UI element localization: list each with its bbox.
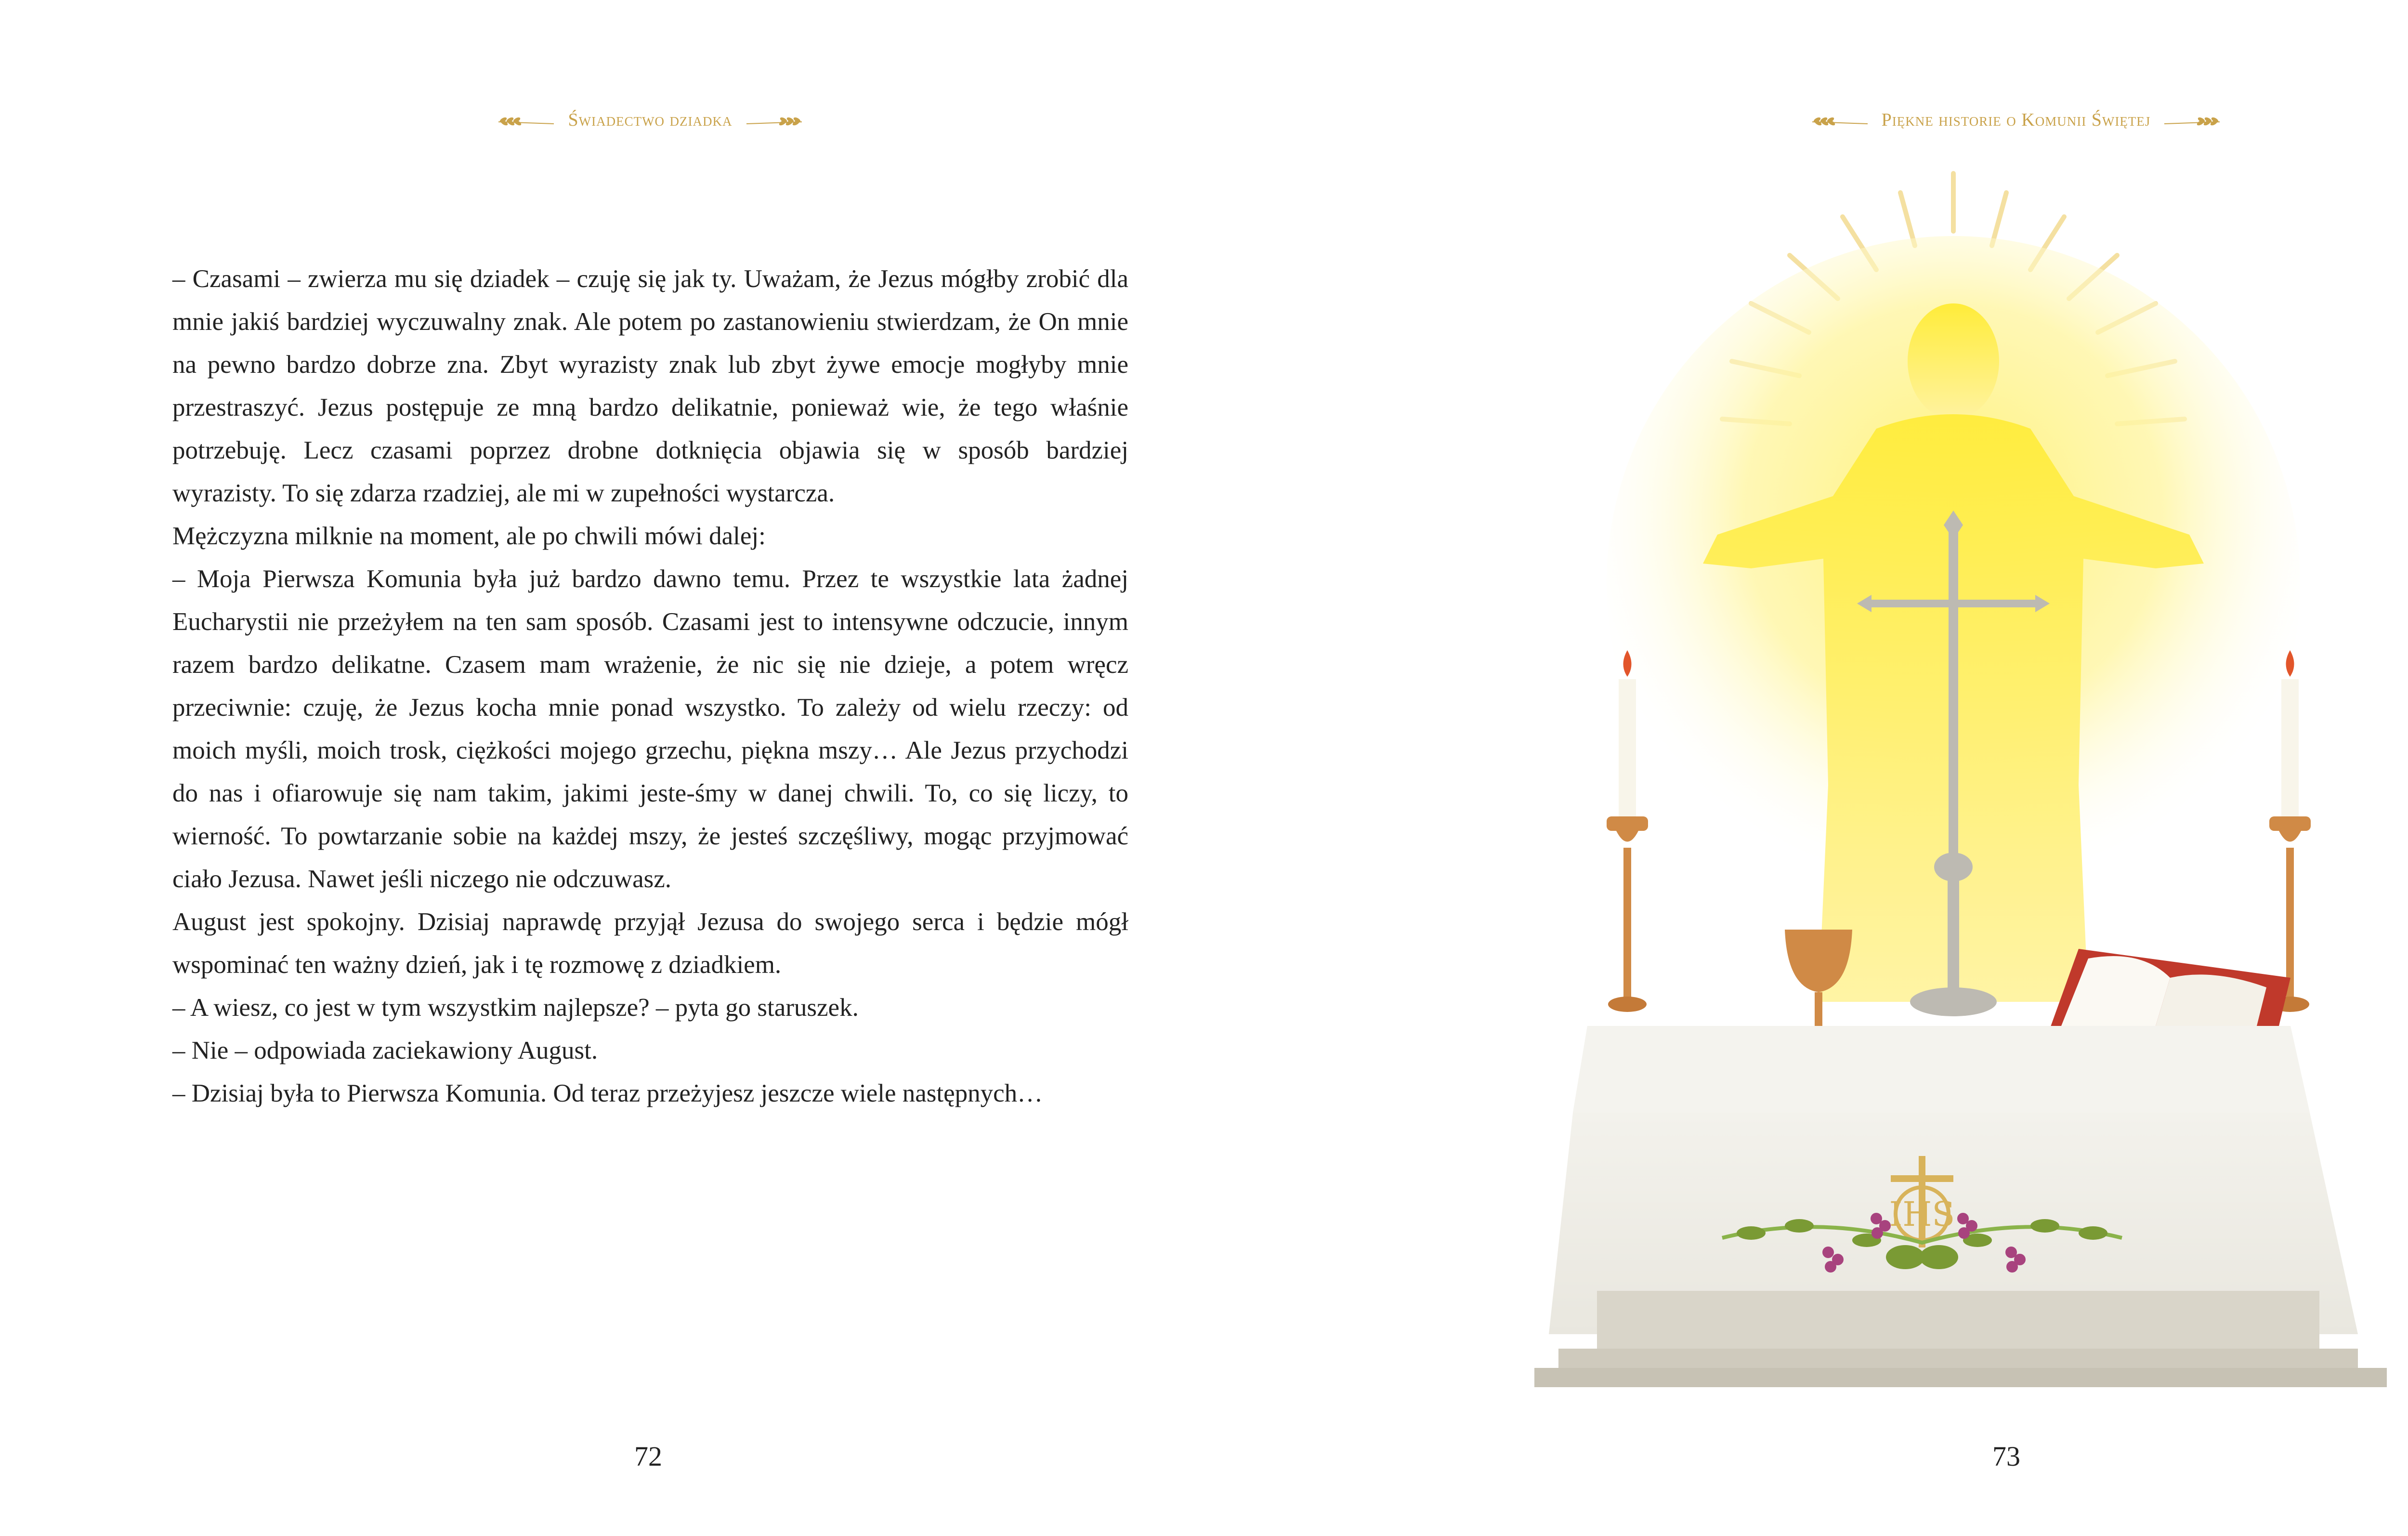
paragraph: – Czasami – zwierza mu się dziadek – czuję się jak ty. Uważam, że Jezus mógłby zrobić dla mnie jakiś bardziej wyczuwalny znak. Ale potem po zastanowieniu stwierdzam, że On mnie na pewno bardzo dobrze zna. Zbyt wyrazisty znak lub zbyt żywe emocje mogłyby mnie przestraszyć. Jezus postępuje ze mną bardzo delikatnie, ponieważ wie, że tego właśnie potrzebuję. Lecz czasami poprzez drobne dotknięcia objawia się w sposób bardziej wyrazisty. To się zdarza rzadziej, ale mi w zupełności wystarcza. xyxy=(172,265,1128,507)
paragraph: August jest spokojny. Dzisiaj naprawdę przyjął Jezusa do swojego serca i będzie mógł wspominać ten ważny dzień, jak i tę rozmowę z dziadkiem. xyxy=(172,908,1128,979)
running-header-title: Świadectwo dziadka xyxy=(568,110,733,130)
story-text xyxy=(172,258,1128,1115)
paragraph: – A wiesz, co jest w tym wszystkim najlepsze? – pyta go staruszek. xyxy=(172,994,859,1022)
wheat-ornament-icon xyxy=(494,110,556,130)
page-number-right: 73 xyxy=(1992,1441,2020,1472)
running-header-title: Piękne historie o Komunii Świętej xyxy=(1881,110,2151,130)
ihs-monogram: IHS xyxy=(1889,1195,1955,1234)
wheat-ornament-icon xyxy=(1807,110,1870,130)
running-header-right xyxy=(1758,103,2274,137)
running-header-left xyxy=(462,103,838,137)
right-page xyxy=(1308,0,2408,1536)
paragraph: Mężczyzna milknie na moment, ale po chwili mówi dalej: xyxy=(172,522,766,550)
altar xyxy=(1534,1026,2387,1387)
paragraph: – Nie – odpowiada zaciekawiony August. xyxy=(172,1037,598,1064)
wheat-ornament-icon xyxy=(2162,110,2225,130)
wheat-ornament-icon xyxy=(744,110,807,130)
altar-illustration xyxy=(1530,159,2396,1387)
page-number-left: 72 xyxy=(634,1441,662,1472)
paragraph: – Dzisiaj była to Pierwsza Komunia. Od teraz przeżyjesz jeszcze wiele następnych… xyxy=(172,1079,1043,1107)
paragraph: – Moja Pierwsza Komunia była już bardzo dawno temu. Przez te wszystkie lata żadnej Eucharystii nie przeżyłem na ten sam sposób. Czasami jest to intensywne odczucie, innym razem bardzo delikatne. Czasem mam wrażenie, że nic się nie dzieje, a potem wręcz przeciwnie: czuję, że Jezus kocha mnie ponad wszystko. To zależy od wielu rzeczy: od moich myśli, moich trosk, ciężkości mojego grzechu, piękna mszy… Ale Jezus przychodzi do nas i ofiarowuje się nam takim, jakimi jeste-śmy w danej chwili. To, co się liczy, to wierność. To powtarzanie sobie na każdej mszy, że jesteś szczęśliwy, mogąc przyjmować ciało Jezusa. Nawet jeśli niczego nie odczuwasz. xyxy=(172,565,1128,893)
